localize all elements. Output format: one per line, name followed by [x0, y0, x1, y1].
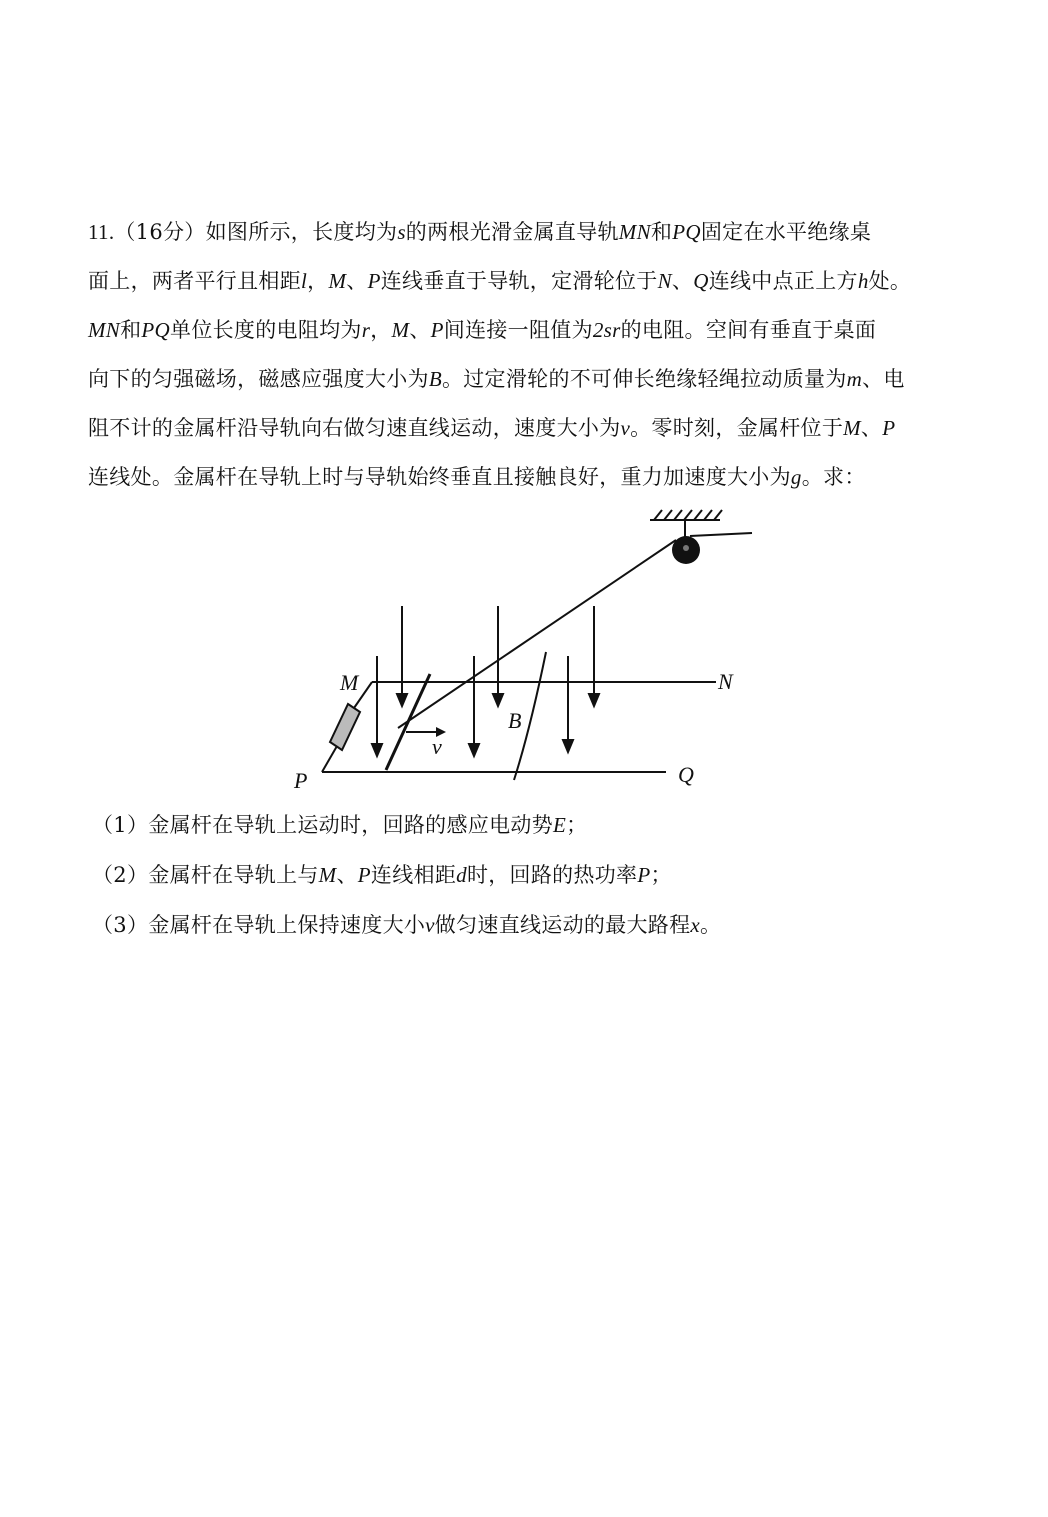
- var: PQ: [672, 220, 701, 244]
- text: 、: [409, 318, 431, 342]
- sub-question-number: （1）: [92, 813, 149, 837]
- text: 向下的匀强磁场，磁感应强度大小为: [88, 367, 429, 391]
- var: r: [361, 318, 371, 342]
- text: 。零时刻，金属杆位于: [630, 416, 844, 440]
- problem-line-6: [88, 453, 968, 502]
- var: P: [882, 416, 896, 440]
- var: M: [328, 269, 347, 293]
- rope-diagonal: [398, 540, 676, 728]
- var: P: [430, 318, 444, 342]
- sub-question-number: （3）: [92, 913, 149, 937]
- text: 、: [860, 416, 883, 440]
- var: m: [846, 367, 863, 391]
- label-M: M: [340, 670, 359, 695]
- var: N: [657, 269, 672, 293]
- label-Q: Q: [678, 762, 694, 787]
- resistor: [330, 704, 360, 750]
- text: 金属杆在导轨上保持速度大小: [148, 913, 426, 937]
- var: v: [620, 416, 631, 440]
- metal-rod: [386, 674, 430, 770]
- text: 、: [671, 269, 694, 293]
- var: 2sr: [592, 318, 621, 342]
- text: 金属杆在导轨上与: [148, 863, 319, 887]
- text: 单位长度的电阻均为: [170, 318, 362, 342]
- var: M: [318, 863, 337, 887]
- text: 连线垂直于导轨，定滑轮位于: [380, 269, 658, 293]
- text: 。: [700, 913, 722, 937]
- var: g: [790, 465, 802, 489]
- text: 连线中点正上方: [708, 269, 858, 293]
- sub-question-3: [92, 900, 972, 950]
- text: 连线相距: [370, 863, 457, 887]
- sub-question-number: （2）: [92, 863, 149, 887]
- text: 、: [346, 269, 368, 293]
- text: 面上，两者平行且相距: [88, 269, 301, 293]
- text: 时，回路的热功率: [466, 863, 638, 887]
- text: 间连接一阻值为: [443, 318, 593, 342]
- var: d: [456, 863, 467, 887]
- problem-number: 11.: [88, 220, 115, 244]
- var: s: [397, 220, 406, 244]
- var: E: [552, 813, 567, 837]
- text: 。求：: [801, 465, 866, 489]
- var: l: [301, 269, 308, 293]
- var: MN: [88, 318, 121, 342]
- pulley-axle: [683, 545, 689, 551]
- text: ；: [650, 863, 672, 887]
- text: 和: [120, 318, 142, 342]
- text: 金属杆在导轨上运动时，回路的感应电动势: [148, 813, 553, 837]
- var: P: [357, 863, 371, 887]
- sub-question-2: [92, 850, 972, 900]
- sub-question-1: [92, 800, 972, 850]
- problem-line-1: [88, 208, 968, 257]
- text: ，: [370, 318, 392, 342]
- label-N: N: [718, 669, 733, 694]
- text: 处。: [868, 269, 912, 293]
- text: 、: [336, 863, 358, 887]
- text: 做匀速直线运动的最大路程: [434, 913, 691, 937]
- label-P: P: [294, 768, 308, 793]
- problem-line-2: [88, 257, 968, 306]
- ceiling-support: [650, 510, 722, 538]
- var: P: [637, 863, 651, 887]
- var: MN: [618, 220, 651, 244]
- problem-line-4: [88, 355, 968, 404]
- wire-resistor-P: [322, 746, 337, 772]
- text: 的两根光滑金属直导轨: [405, 220, 619, 244]
- text: 如图所示，长度均为: [205, 220, 398, 244]
- text: 和: [650, 220, 673, 244]
- text: ；: [566, 813, 588, 837]
- rope-horizontal: [690, 533, 752, 536]
- var: P: [367, 269, 381, 293]
- var: Q: [693, 269, 709, 293]
- problem-statement: [88, 208, 968, 502]
- problem-line-3: [88, 306, 968, 355]
- physics-diagram: [280, 500, 760, 800]
- text: 连线处。金属杆在导轨上时与导轨始终垂直且接触良好，重力加速度大小为: [88, 465, 791, 489]
- text: 、电: [862, 367, 905, 391]
- label-B: B: [508, 708, 522, 733]
- sub-questions: [92, 800, 972, 950]
- var: x: [690, 913, 701, 937]
- var: B: [428, 367, 442, 391]
- problem-points: （16分）: [114, 220, 206, 244]
- var: h: [857, 269, 869, 293]
- problem-line-5: [88, 404, 968, 453]
- label-v: v: [432, 734, 442, 759]
- text: 。过定滑轮的不可伸长绝缘轻绳拉动质量为: [441, 367, 847, 391]
- var: M: [391, 318, 410, 342]
- var: M: [843, 416, 861, 440]
- text: 阻不计的金属杆沿导轨向右做匀速直线运动，速度大小为: [88, 416, 621, 440]
- text: ，: [307, 269, 329, 293]
- text: 的电阻。空间有垂直于桌面: [620, 318, 877, 342]
- text: 固定在水平绝缘桌: [700, 220, 872, 244]
- var: PQ: [141, 318, 171, 342]
- var: v: [425, 913, 435, 937]
